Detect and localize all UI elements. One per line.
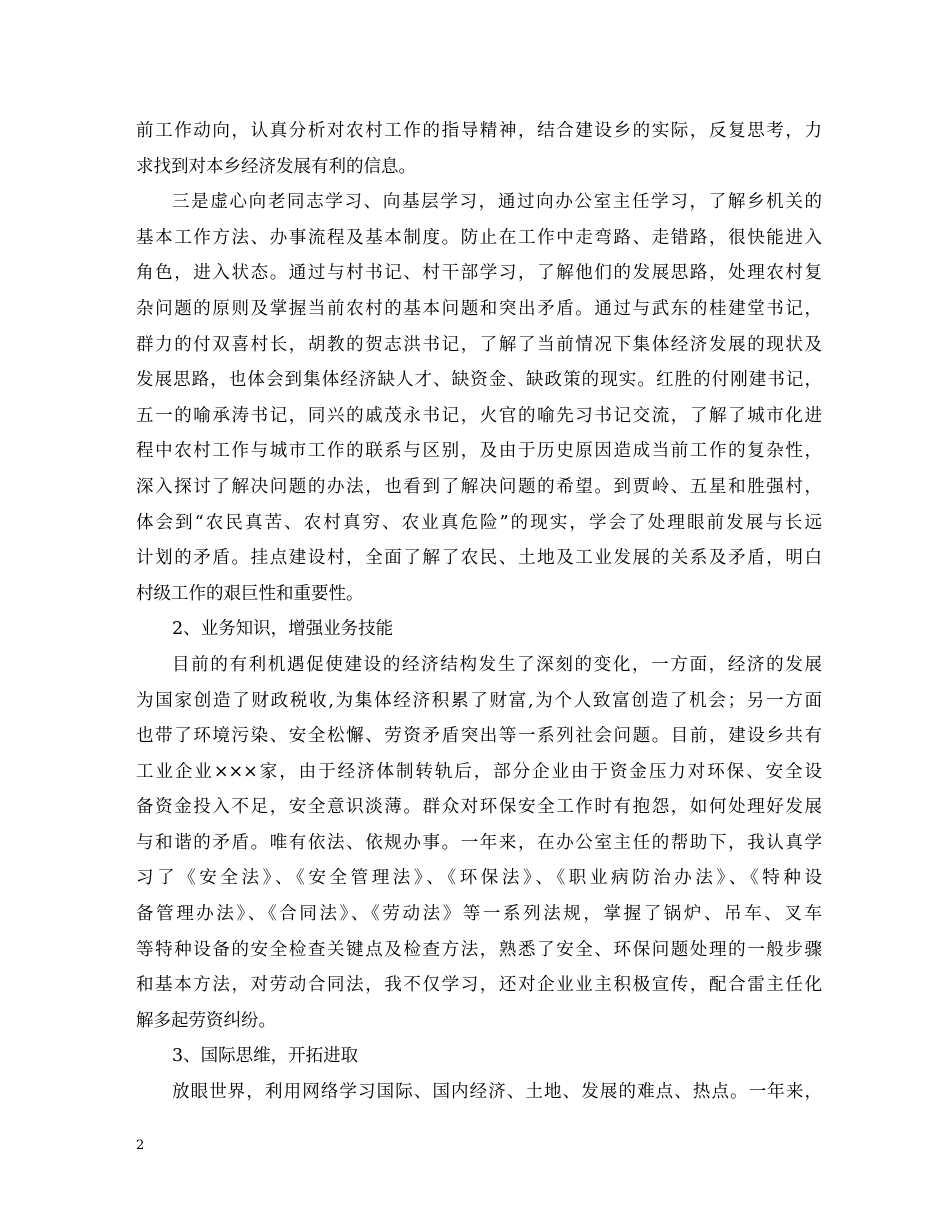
section-heading: 3、国际思维，开拓进取 xyxy=(172,1046,359,1067)
document-body xyxy=(136,114,822,1111)
text-line: 为国家创造了财政税收,为集体经济积累了财富,为个人致富创造了机会；另一方面 xyxy=(136,690,822,711)
text-line: 与和谐的矛盾。唯有依法、依规办事。一年来，在办公室主任的帮助下，我认真学 xyxy=(136,832,822,853)
paragraph-start-line: 放眼世界，利用网络学习国际、国内经济、土地、发展的难点、热点。一年来， xyxy=(172,1082,822,1103)
paragraph-start-line: 目前的有利机遇促使建设的经济结构发生了深刻的变化，一方面，经济的发展 xyxy=(172,654,822,675)
text-line: 求找到对本乡经济发展有利的信息。 xyxy=(136,156,416,177)
text-line: 角色，进入状态。通过与村书记、村干部学习，了解他们的发展思路，处理农村复 xyxy=(136,263,822,284)
text-line: 群力的付双喜村长，胡教的贺志洪书记，了解了当前情况下集体经济发展的现状及 xyxy=(136,334,822,355)
text-line: 村级工作的艰巨性和重要性。 xyxy=(136,583,364,604)
text-line: 和基本方法，对劳动合同法，我不仅学习，还对企业业主积极宣传，配合雷主任化 xyxy=(136,975,822,996)
text-line: 杂问题的原则及掌握当前农村的基本问题和突出矛盾。通过与武东的桂建堂书记， xyxy=(136,298,822,319)
text-line: 程中农村工作与城市工作的联系与区别，及由于历史原因造成当前工作的复杂性， xyxy=(136,441,822,462)
text-line: 五一的喻承涛书记，同兴的戚茂永书记，火官的喻先习书记交流，了解了城市化进 xyxy=(136,405,822,426)
text-line: 前工作动向，认真分析对农村工作的指导精神，结合建设乡的实际，反复思考，力 xyxy=(136,121,822,141)
text-line: 深入探讨了解决问题的办法，也看到了解决问题的希望。到贾岭、五星和胜强村， xyxy=(136,476,822,497)
text-line: 习了《安全法》、《安全管理法》、《环保法》、《职业病防治办法》、《特种设 xyxy=(136,868,822,889)
page-number: 2 xyxy=(136,1138,145,1153)
text-line: 计划的矛盾。挂点建设村，全面了解了农民、土地及工业发展的关系及矛盾，明白 xyxy=(136,548,822,569)
paragraph-start-line: 三是虚心向老同志学习、向基层学习，通过向办公室主任学习，了解乡机关的 xyxy=(172,192,822,213)
text-line: 体会到“农民真苦、农村真穷、农业真危险”的现实，学会了处理眼前发展与长远 xyxy=(136,512,822,533)
text-line: 等特种设备的安全检查关键点及检查方法，熟悉了安全、环保问题处理的一般步骤 xyxy=(136,939,822,960)
section-heading: 2、业务知识，增强业务技能 xyxy=(172,619,394,640)
text-line: 也带了环境污染、安全松懈、劳资矛盾突出等一系列社会问题。目前，建设乡共有 xyxy=(136,726,822,747)
text-line: 工业企业×××家，由于经济体制转轨后，部分企业由于资金压力对环保、安全设 xyxy=(136,761,822,782)
text-line: 解多起劳资纠纷。 xyxy=(136,1010,276,1031)
text-line: 基本工作方法、办事流程及基本制度。防止在工作中走弯路、走错路，很快能进入 xyxy=(136,227,822,248)
text-line: 备资金投入不足，安全意识淡薄。群众对环保安全工作时有抱怨，如何处理好发展 xyxy=(136,797,822,818)
text-line: 备管理办法》、《合同法》、《劳动法》等一系列法规，掌握了锅炉、吊车、叉车 xyxy=(136,904,822,925)
text-line: 发展思路，也体会到集体经济缺人才、缺资金、缺政策的现实。红胜的付刚建书记， xyxy=(136,370,822,391)
